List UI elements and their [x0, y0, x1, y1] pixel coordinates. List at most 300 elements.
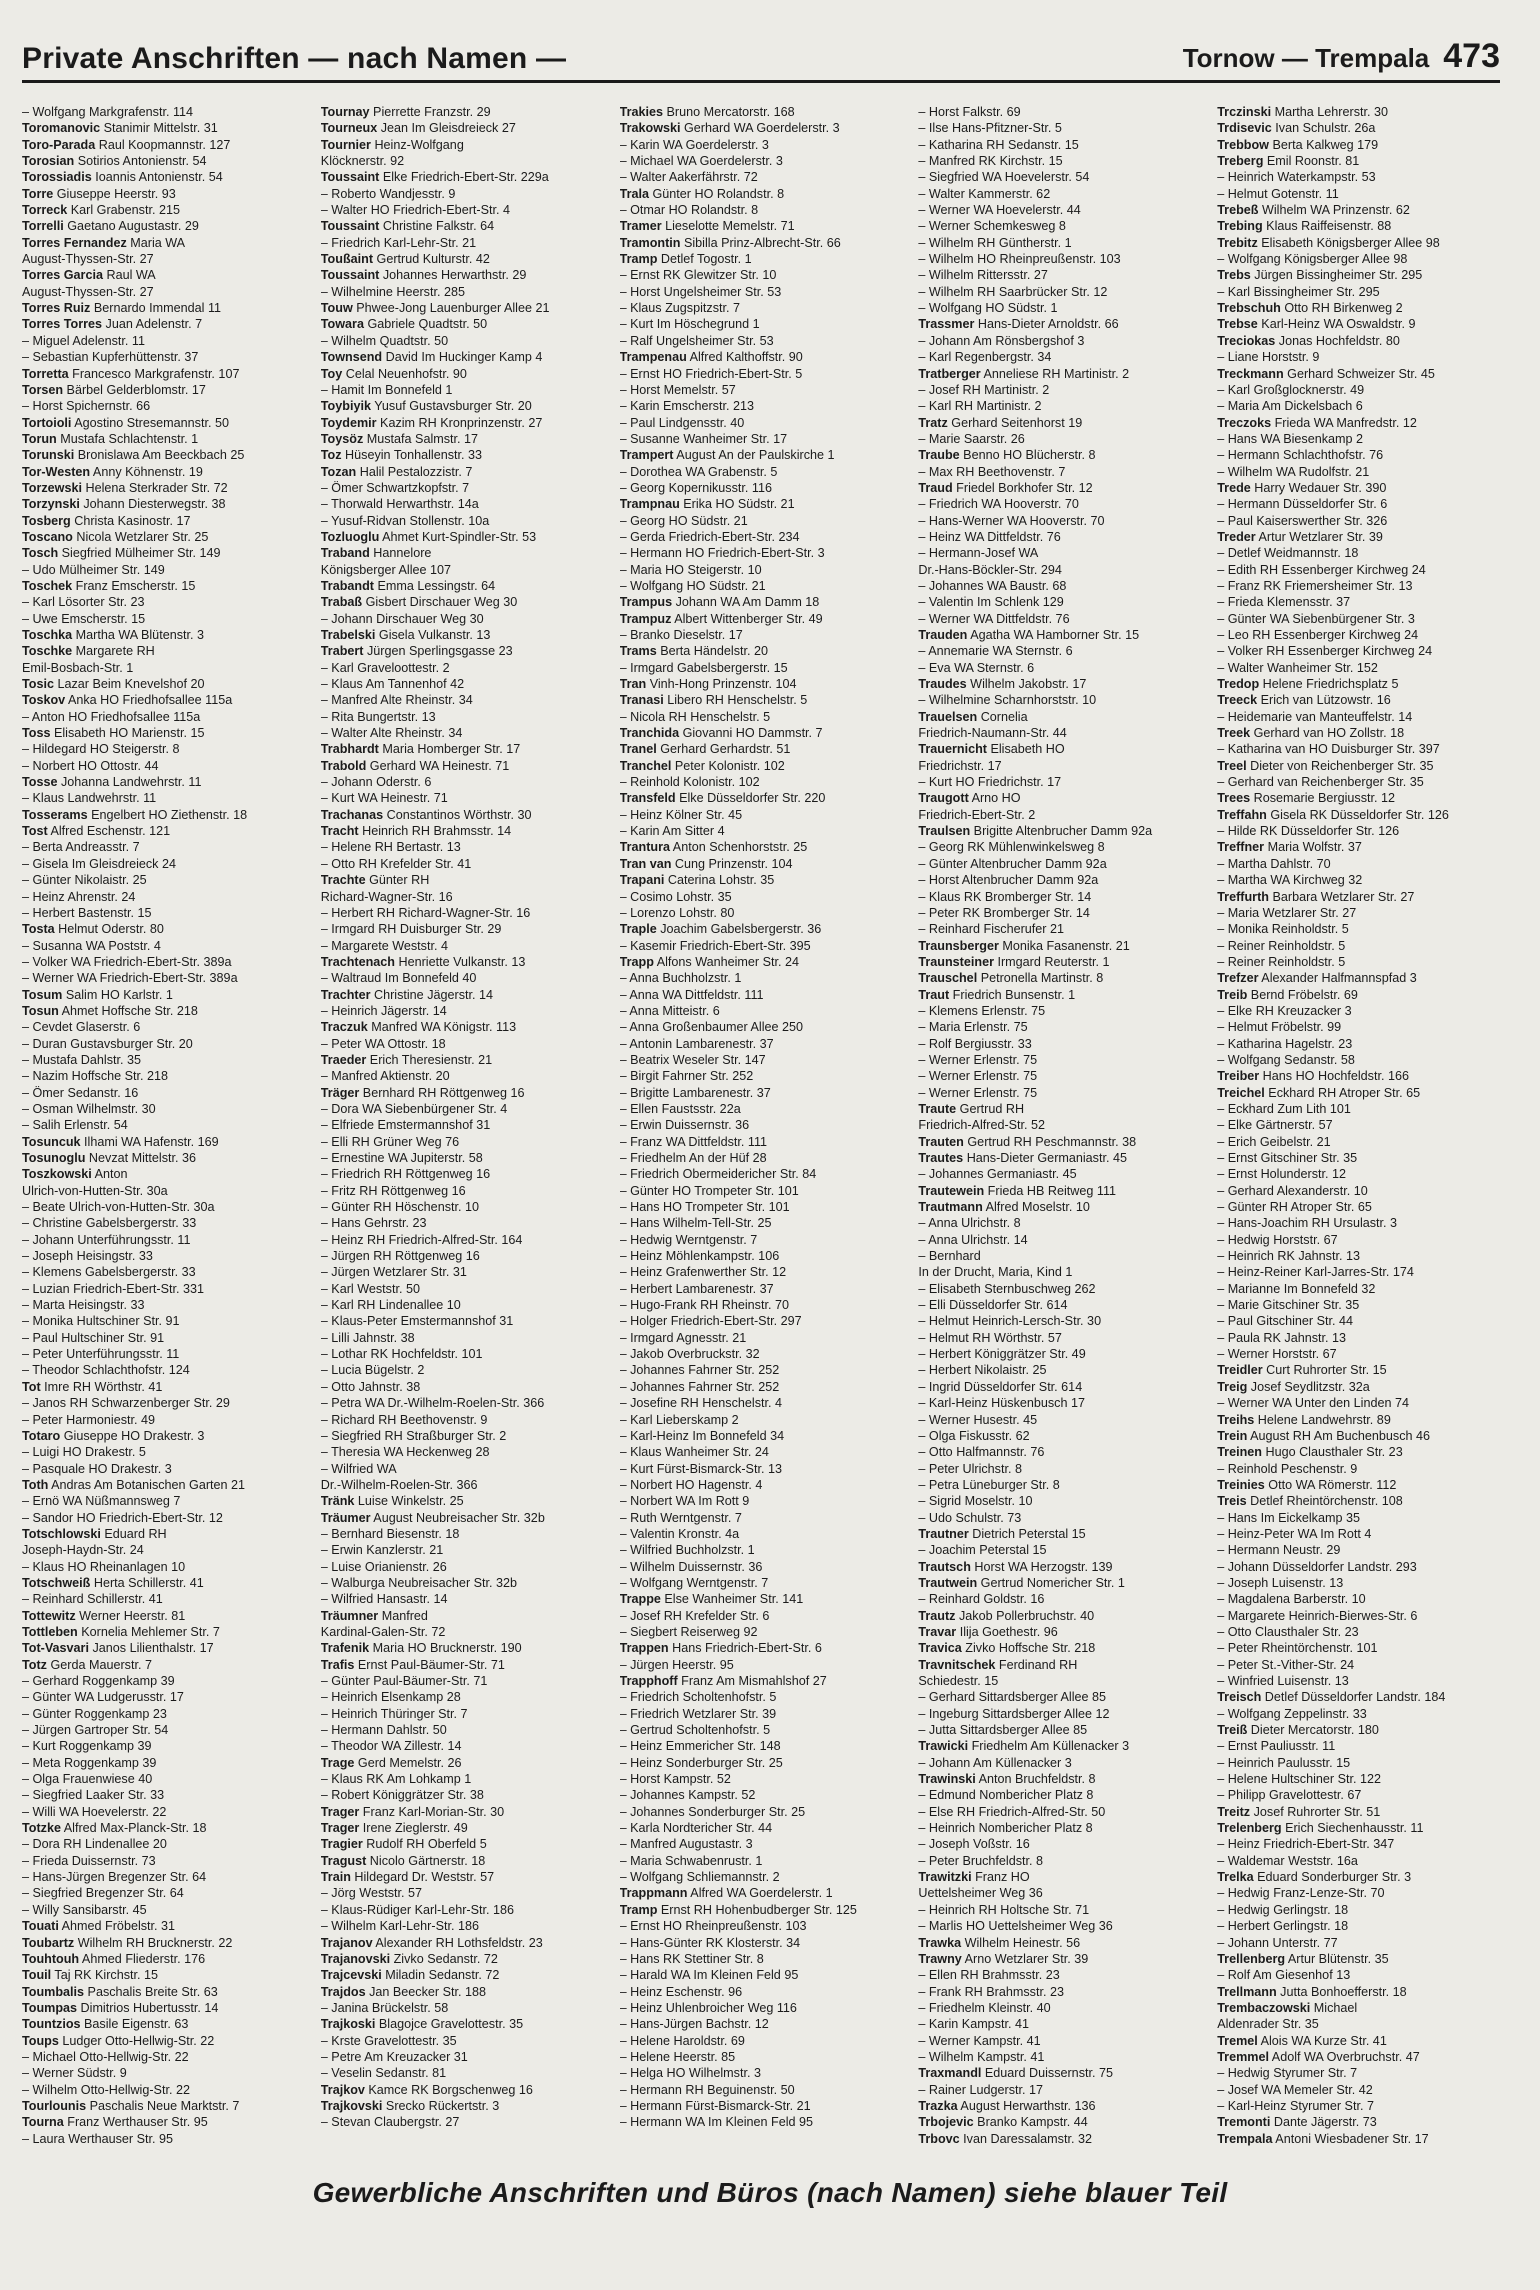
directory-entry [620, 545, 903, 561]
directory-entry [620, 316, 903, 332]
directory-entry [1217, 1869, 1500, 1885]
entry-details: – Johann Am Küllenacker 3 [918, 1755, 1072, 1770]
directory-entry [620, 660, 903, 676]
directory-entry [321, 1248, 604, 1264]
entry-details: – Helga HO Wilhelmstr. 3 [619, 2066, 761, 2081]
directory-entry [22, 807, 305, 823]
directory-entry [22, 366, 305, 382]
directory-entry [918, 921, 1201, 937]
directory-entry [1217, 987, 1500, 1003]
directory-entry [918, 1117, 1201, 1133]
directory-entry [321, 1706, 604, 1722]
entry-details: – Frieda Klemensstr. 37 [1217, 595, 1351, 610]
directory-entry [321, 1052, 604, 1068]
directory-entry [321, 545, 604, 561]
directory-entry [22, 1559, 305, 1575]
entry-details: Emma Lessingstr. 64 [373, 578, 496, 593]
entry-surname: Treberg [1217, 154, 1264, 169]
entry-details: – Herbert Bastenstr. 15 [22, 905, 152, 920]
entry-surname: Torossiadis [22, 170, 92, 185]
directory-entry [22, 660, 305, 676]
entry-details: Barbara Wetzlarer Str. 27 [1268, 889, 1415, 904]
entry-details: – Wilfried Buchholzstr. 1 [619, 1543, 755, 1558]
directory-entry [22, 1804, 305, 1820]
directory-entry [22, 104, 305, 120]
entry-surname: Trampenau [619, 350, 687, 365]
entry-details: – Anton HO Friedhofsallee 115a [22, 709, 201, 724]
directory-entry [1217, 235, 1500, 251]
entry-details: Eduard RH [100, 1526, 167, 1541]
entry-details: – Luigi HO Drakestr. 5 [22, 1445, 146, 1460]
directory-entry [321, 1935, 604, 1951]
directory-entry [1217, 1248, 1500, 1264]
entry-surname: Tot-Vasvari [22, 1641, 89, 1656]
entry-details: Ferdinand RH [995, 1657, 1078, 1672]
entry-details: Ahmed Fröbelstr. 31 [58, 1919, 176, 1934]
directory-entry [1217, 1559, 1500, 1575]
entry-details: – Helmut Gotenstr. 11 [1217, 186, 1339, 201]
directory-entry [22, 1248, 305, 1264]
entry-details: – Günter RH Atroper Str. 65 [1217, 1200, 1372, 1215]
entry-details: Irmgard Reuterstr. 1 [993, 954, 1110, 969]
entry-details: Martha WA Blütenstr. 3 [72, 628, 204, 642]
entry-details: – Sandor HO Friedrich-Ebert-Str. 12 [22, 1510, 223, 1525]
entry-details: Eduard Duissernstr. 75 [981, 2066, 1113, 2081]
directory-entry [22, 611, 305, 627]
entry-details: Else Wanheimer Str. 141 [660, 1592, 804, 1607]
entry-details: Raul WA [102, 268, 156, 283]
directory-entry [918, 1935, 1201, 1951]
entry-details: – Reiner Reinholdstr. 5 [1217, 938, 1346, 953]
entry-surname: Tremel [1217, 2033, 1258, 2048]
entry-surname: Toss [22, 726, 51, 741]
entry-details: – Olga Frauenwiese 40 [22, 1772, 153, 1787]
entry-details: – Elke Gärtnerstr. 57 [1217, 1118, 1333, 1133]
entry-details: – Klaus Am Tannenhof 42 [320, 677, 465, 692]
entry-details: – Irmgard Gabelsbergerstr. 15 [619, 660, 788, 675]
entry-surname: Traczuk [320, 1020, 368, 1035]
directory-entry [1217, 1755, 1500, 1771]
entry-details: Alfons Wanheimer Str. 24 [653, 954, 800, 969]
directory-entry [22, 1444, 305, 1460]
directory-entry [321, 856, 604, 872]
directory-entry [321, 496, 604, 512]
entry-details: Maria WA [126, 235, 186, 250]
entry-surname: Trczinski [1217, 105, 1272, 119]
entry-surname: Trachter [320, 987, 371, 1002]
entry-surname: Toussaint [320, 170, 380, 185]
entry-details: – Richard RH Beethovenstr. 9 [320, 1412, 488, 1427]
entry-surname: Traute [918, 1101, 957, 1116]
entry-surname: Tortoioli [22, 415, 72, 430]
directory-entry [22, 1787, 305, 1803]
entry-details: Hans Friedrich-Ebert-Str. 6 [668, 1641, 822, 1656]
directory-entry [918, 1559, 1201, 1575]
entry-details: Petronella Martinstr. 8 [977, 971, 1104, 986]
entry-surname: Trelenberg [1217, 1821, 1282, 1836]
entry-details: Heinrich RH Brahmsstr. 14 [358, 824, 512, 839]
directory-entry [22, 938, 305, 954]
entry-details: – Walter HO Friedrich-Ebert-Str. 4 [320, 203, 510, 218]
entry-surname: Treiber [1217, 1069, 1260, 1084]
directory-entry [620, 594, 903, 610]
entry-details: – Ingrid Düsseldorfer Str. 614 [918, 1379, 1083, 1394]
entry-details: Kornelia Mehlemer Str. 7 [77, 1624, 220, 1639]
entry-details: – Kasemir Friedrich-Ebert-Str. 395 [619, 938, 811, 953]
directory-entry [321, 120, 604, 136]
entry-details: Gerhard WA Goerdelerstr. 3 [680, 121, 840, 136]
directory-entry [22, 1657, 305, 1673]
directory-entry [620, 1281, 903, 1297]
entry-details: – Horst Kampstr. 52 [619, 1772, 731, 1787]
entry-details: Curt Ruhrorter Str. 15 [1262, 1363, 1387, 1378]
entry-surname: Trempala [1217, 2131, 1273, 2146]
directory-entry [1217, 1640, 1500, 1656]
entry-surname: Toußaint [320, 252, 374, 267]
entry-surname: Trautewein [918, 1183, 985, 1198]
entry-details: Cornelia [977, 709, 1028, 724]
directory-entry [1217, 316, 1500, 332]
entry-surname: Trawka [918, 1935, 962, 1950]
entry-details: – Friedrich WA Hooverstr. 70 [918, 497, 1079, 512]
entry-details: Arno HO [968, 791, 1021, 806]
directory-entry [22, 692, 305, 708]
directory-entry [620, 1134, 903, 1150]
entry-details: Miladin Sedanstr. 72 [381, 1968, 500, 1983]
directory-entry [22, 1019, 305, 1035]
entry-surname: Touhtouh [22, 1951, 80, 1966]
entry-details: – Georg HO Südstr. 21 [619, 513, 748, 528]
directory-entry [321, 1134, 604, 1150]
directory-entry [620, 1395, 903, 1411]
entry-surname: Treek [1217, 726, 1251, 741]
entry-details: Frieda WA Manfredstr. 12 [1271, 415, 1417, 430]
directory-entry [1217, 1346, 1500, 1362]
directory-entry [1217, 1722, 1500, 1738]
entry-details: – Wolfgang Markgrafenstr. 114 [22, 105, 194, 119]
directory-columns [22, 104, 1500, 2164]
entry-details: – Wilhelmine Heerstr. 285 [320, 284, 465, 299]
entry-details: – Fritz RH Röttgenweg 16 [320, 1183, 466, 1198]
entry-surname: Trautmann [918, 1200, 983, 1215]
directory-entry [1217, 1493, 1500, 1509]
entry-details: – Duran Gustavsburger Str. 20 [22, 1036, 193, 1051]
entry-details: – Klaus RK Bromberger Str. 14 [918, 889, 1092, 904]
directory-entry [22, 1395, 305, 1411]
entry-details: Helene Friedrichsplatz 5 [1259, 677, 1399, 692]
entry-details: Karl-Heinz WA Oswaldstr. 9 [1257, 317, 1416, 332]
entry-details: Ulrich-von-Hutten-Str. 30a [22, 1183, 168, 1198]
directory-entry [918, 1542, 1201, 1558]
directory-entry [918, 1036, 1201, 1052]
directory-entry [1217, 954, 1500, 970]
entry-details: Agostino Stresemannstr. 50 [71, 415, 229, 430]
directory-entry [918, 1510, 1201, 1526]
directory-entry [1217, 1935, 1500, 1951]
entry-details: – Friedrich RH Röttgenweg 16 [320, 1167, 491, 1182]
entry-details: Joseph-Haydn-Str. 24 [22, 1543, 144, 1558]
entry-details: – Hans Wilhelm-Tell-Str. 25 [619, 1216, 772, 1231]
directory-entry [22, 1183, 305, 1199]
directory-entry [620, 1248, 903, 1264]
directory-entry [321, 1885, 604, 1901]
entry-details: Agatha WA Hamborner Str. 15 [967, 628, 1140, 642]
directory-entry [321, 2065, 604, 2081]
entry-surname: Toszkowski [22, 1167, 92, 1182]
directory-entry [1217, 1951, 1500, 1967]
entry-surname: Toydemir [320, 415, 377, 430]
directory-entry [1217, 1052, 1500, 1068]
entry-surname: Trbovc [918, 2131, 960, 2146]
directory-entry [918, 169, 1201, 185]
entry-details: – Klaus RK Am Lohkamp 1 [320, 1772, 472, 1787]
directory-entry [620, 2065, 903, 2081]
entry-details: – Herbert Lambarenestr. 37 [619, 1281, 774, 1296]
directory-entry [321, 872, 604, 888]
entry-details: – Birgit Fahrner Str. 252 [619, 1069, 754, 1084]
entry-details: Nicolo Gärtnerstr. 18 [366, 1853, 486, 1868]
entry-details: – Wolfgang Werntgenstr. 7 [619, 1575, 769, 1590]
directory-entry [321, 186, 604, 202]
entry-surname: Tountzios [22, 2017, 81, 2032]
entry-details: – Salih Erlenstr. 54 [22, 1118, 128, 1133]
entry-details: – Ruth Werntgenstr. 7 [619, 1510, 742, 1525]
directory-entry [918, 2098, 1201, 2114]
entry-details: – Wilhelm Karl-Lehr-Str. 186 [320, 1919, 479, 1934]
entry-details: – Wilhelmine Scharnhorststr. 10 [918, 693, 1097, 708]
directory-entry [321, 104, 604, 120]
entry-surname: Traunsteiner [918, 954, 994, 969]
directory-entry [321, 987, 604, 1003]
entry-surname: Trakowski [619, 121, 681, 136]
entry-details: Giuseppe HO Drakestr. 3 [60, 1428, 205, 1443]
entry-details: – Magdalena Barberstr. 10 [1217, 1592, 1366, 1607]
entry-details: – Antonin Lambarenestr. 37 [619, 1036, 774, 1051]
entry-details: – Hedwig Franz-Lenze-Str. 70 [1217, 1886, 1385, 1901]
entry-details: – Cevdet Glaserstr. 6 [22, 1020, 141, 1035]
entry-details: – Friedrich Wetzlarer Str. 39 [619, 1706, 777, 1721]
entry-details: – Gerhard van Reichenberger Str. 35 [1217, 775, 1424, 790]
entry-details: – Ralf Ungelsheimer Str. 53 [619, 333, 774, 348]
directory-entry [321, 578, 604, 594]
directory-entry [918, 725, 1201, 741]
directory-entry [620, 398, 903, 414]
entry-details: – Wilhelm Quadtstr. 50 [320, 333, 449, 348]
entry-details: – Karin Kampstr. 41 [918, 2017, 1029, 2032]
directory-entry [918, 447, 1201, 463]
directory-entry [620, 1444, 903, 1460]
entry-details: Bruno Mercatorstr. 168 [663, 105, 795, 119]
directory-entry [22, 823, 305, 839]
entry-details: – Manfred Aktienstr. 20 [320, 1069, 450, 1084]
entry-details: – Klaus HO Rheinanlagen 10 [22, 1559, 186, 1574]
entry-surname: Toschka [22, 628, 73, 642]
entry-surname: Totz [22, 1657, 47, 1672]
entry-surname: Treitz [1217, 1804, 1251, 1819]
entry-details: – Josef RH Krefelder Str. 6 [619, 1608, 770, 1623]
entry-details: – Karl Bissingheimer Str. 295 [1217, 284, 1380, 299]
directory-entry [918, 1706, 1201, 1722]
directory-entry [1217, 1166, 1500, 1182]
entry-surname: Trabandt [320, 578, 374, 593]
directory-entry [620, 1330, 903, 1346]
entry-details: – Georg RK Mühlenwinkelsweg 8 [918, 840, 1105, 855]
entry-details: – Helmut Fröbelstr. 99 [1217, 1020, 1342, 1035]
entry-details: Alfred Kalthoffstr. 90 [686, 350, 803, 365]
entry-details: – Johannes WA Baustr. 68 [918, 578, 1067, 593]
entry-details: Elisabeth HO Marienstr. 15 [50, 726, 205, 741]
entry-details: – Willy Sansibarstr. 45 [22, 1902, 147, 1917]
entry-details: Sotirios Antonienstr. 54 [74, 154, 207, 169]
directory-entry [620, 349, 903, 365]
entry-surname: Treisch [1217, 1690, 1262, 1705]
directory-entry [620, 464, 903, 480]
entry-details: – Dora WA Siebenbürgener Str. 4 [320, 1101, 508, 1116]
directory-entry [1217, 2049, 1500, 2065]
entry-details: Jürgen Sperlingsgasse 23 [363, 644, 513, 659]
entry-details: Blagojce Gravelottestr. 35 [375, 2017, 524, 2032]
directory-entry [1217, 2033, 1500, 2049]
page-title: Private Anschriften — nach Namen — [22, 42, 567, 75]
entry-details: – Günter WA Ludgerusstr. 17 [22, 1690, 184, 1705]
directory-entry [1217, 1117, 1500, 1133]
entry-surname: Trebbow [1217, 137, 1269, 152]
entry-surname: Toskov [22, 693, 66, 708]
entry-details: Günter HO Rolandstr. 8 [649, 186, 785, 201]
entry-details: Uettelsheimer Weg 36 [918, 1886, 1043, 1901]
entry-surname: Trage [320, 1755, 355, 1770]
directory-entry [620, 267, 903, 283]
entry-details: Peter Kolonistr. 102 [671, 758, 785, 773]
directory-entry [620, 1951, 903, 1967]
directory-entry [1217, 741, 1500, 757]
directory-entry [918, 366, 1201, 382]
entry-surname: Tourlounis [22, 2098, 87, 2113]
entry-details: – Marlis HO Uettelsheimer Weg 36 [918, 1919, 1113, 1934]
entry-details: – Dorothea WA Grabenstr. 5 [619, 464, 778, 479]
entry-details: August-Thyssen-Str. 27 [22, 284, 154, 299]
entry-details: – Klaus Zugspitzstr. 7 [619, 301, 740, 316]
entry-details: – Klaus Landwehrstr. 11 [22, 791, 157, 806]
entry-details: – Siegfried Bregenzer Str. 64 [22, 1886, 184, 1901]
entry-details: – Reinhard Schillerstr. 41 [22, 1592, 163, 1607]
entry-surname: Toro-Parada [22, 137, 96, 152]
entry-details: – Franz RK Friemersheimer Str. 13 [1217, 578, 1413, 593]
entry-details: – Frank RH Brahmsstr. 23 [918, 1984, 1064, 1999]
directory-entry [1217, 1444, 1500, 1460]
directory-entry [321, 1836, 604, 1852]
entry-surname: Tracht [320, 824, 359, 839]
entry-surname: Tosun [22, 1003, 59, 1018]
directory-entry [22, 758, 305, 774]
entry-surname: Trauelsen [918, 709, 978, 724]
directory-entry [918, 398, 1201, 414]
entry-details: – Klemens Gabelsbergerstr. 33 [22, 1265, 196, 1280]
directory-entry [321, 1608, 604, 1624]
entry-details: Johann WA Am Damm 18 [672, 595, 820, 610]
directory-entry [918, 1640, 1201, 1656]
entry-details: Hans-Dieter Arnoldstr. 66 [974, 317, 1119, 332]
entry-details: – Werner Husestr. 45 [918, 1412, 1038, 1427]
entry-details: – Josef RH Martinistr. 2 [918, 382, 1050, 397]
entry-surname: Treel [1217, 758, 1247, 773]
directory-entry [321, 513, 604, 529]
directory-entry [918, 1362, 1201, 1378]
directory-entry [1217, 545, 1500, 561]
directory-entry [620, 1935, 903, 1951]
entry-details: – Hermann Schlachthofstr. 76 [1217, 448, 1384, 463]
directory-entry [620, 692, 903, 708]
directory-entry [22, 1722, 305, 1738]
entry-details: – Wolfgang Sedanstr. 58 [1217, 1052, 1355, 1067]
entry-details: – Siegfried Laaker Str. 33 [22, 1788, 165, 1803]
directory-entry [918, 1461, 1201, 1477]
directory-entry [321, 1101, 604, 1117]
entry-details: Gerhard van HO Zollstr. 18 [1250, 726, 1405, 741]
directory-entry [321, 464, 604, 480]
entry-details: Henriette Vulkanstr. 13 [395, 954, 526, 969]
directory-entry [1217, 1019, 1500, 1035]
entry-surname: Trabaß [320, 595, 363, 610]
directory-entry [1217, 251, 1500, 267]
entry-surname: Totschweiß [22, 1575, 91, 1590]
directory-entry [22, 1755, 305, 1771]
entry-details: Friedel Borkhofer Str. 12 [952, 480, 1093, 495]
entry-details: – Siegbert Reiserweg 92 [619, 1624, 758, 1639]
directory-entry [22, 1526, 305, 1542]
entry-details: – Joseph Heisingstr. 33 [22, 1249, 153, 1264]
entry-details: – Friedhelm An der Hüf 28 [619, 1151, 767, 1165]
directory-entry [1217, 1918, 1500, 1934]
entry-details: Königsberger Allee 107 [320, 562, 452, 577]
name-range: Tornow — Trempala [1182, 43, 1430, 73]
directory-entry [321, 349, 604, 365]
entry-details: – Lucia Bügelstr. 2 [320, 1363, 425, 1378]
entry-surname: Tranel [619, 742, 657, 757]
entry-details: Arno Wetzlarer Str. 39 [961, 1951, 1089, 1966]
entry-details: – Heinrich RK Jahnstr. 13 [1217, 1249, 1360, 1264]
directory-entry [1217, 1297, 1500, 1313]
entry-details: – Johann Unterführungsstr. 11 [22, 1232, 191, 1247]
directory-entry [321, 431, 604, 447]
directory-entry [620, 1477, 903, 1493]
entry-details: Gertrud RH Peschmannstr. 38 [963, 1134, 1137, 1149]
directory-entry [620, 2000, 903, 2016]
directory-entry [918, 545, 1201, 561]
directory-entry [918, 1967, 1201, 1983]
directory-entry [620, 1673, 903, 1689]
directory-entry [918, 1951, 1201, 1967]
entry-details: Anton Schenhorststr. 25 [669, 840, 808, 855]
directory-entry [620, 366, 903, 382]
directory-entry [620, 1232, 903, 1248]
entry-surname: Toubartz [22, 1935, 75, 1950]
directory-entry [1217, 872, 1500, 888]
entry-surname: Touil [22, 1968, 52, 1983]
entry-details: Lieselotte Memelstr. 71 [661, 219, 795, 234]
directory-entry [321, 1117, 604, 1133]
entry-details: Dimitrios Hubertusstr. 14 [77, 2000, 219, 2015]
directory-entry [620, 1853, 903, 1869]
entry-details: – Nazim Hoffsche Str. 218 [22, 1069, 169, 1084]
entry-surname: Trams [619, 644, 657, 659]
directory-entry [321, 1722, 604, 1738]
entry-details: – Hamit Im Bonnefeld 1 [320, 382, 453, 397]
entry-details: – Maria Am Dickelsbach 6 [1217, 399, 1363, 414]
directory-entry [22, 529, 305, 545]
entry-details: – Gerda Friedrich-Ebert-Str. 234 [619, 529, 800, 544]
entry-details: – Siegfried WA Hoevelerstr. 54 [918, 170, 1090, 185]
